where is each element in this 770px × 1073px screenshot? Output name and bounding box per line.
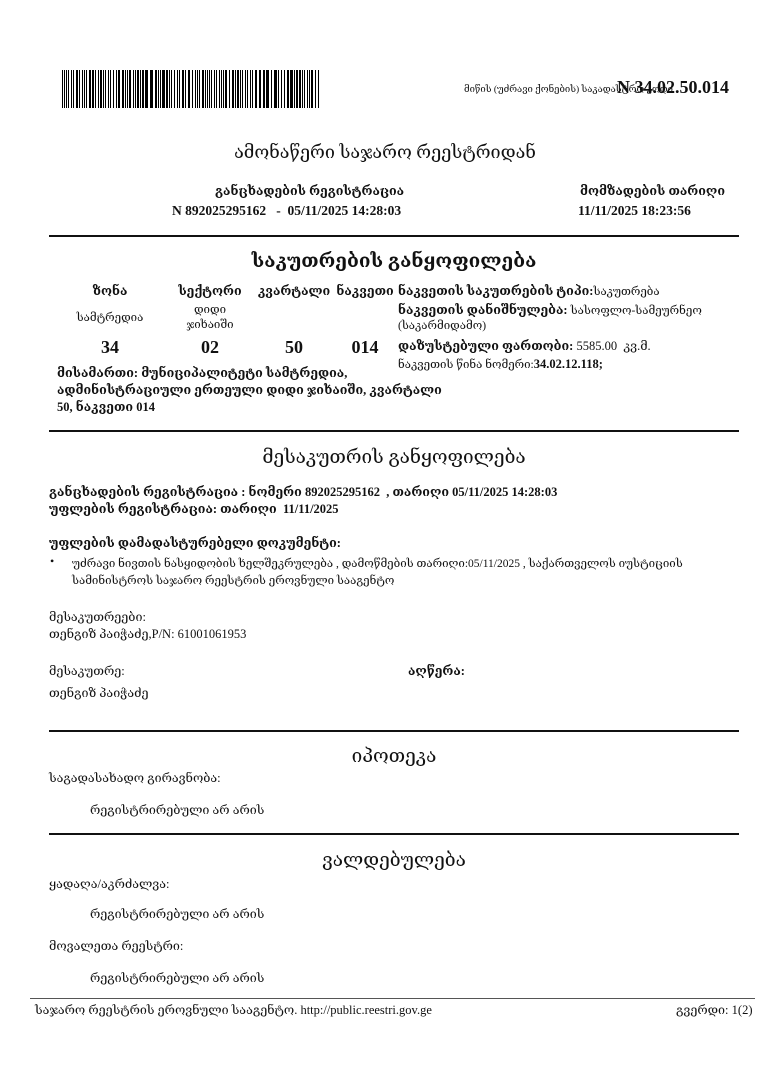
parcel-header: ნაკვეთი bbox=[336, 284, 394, 298]
address: მისამართი: მუნიციპალიტეტი სამტრედია, ადმინისტრაციული ერთეული დიდი ჯიხაიში, კვარტალი 50, ნაკვეთი 014 bbox=[57, 366, 442, 414]
debtors-registry-value: რეგისტრირებული არ არის bbox=[90, 971, 265, 985]
right-registration: უფლების რეგისტრაცია: თარიღი 11/11/2025 bbox=[49, 502, 339, 516]
barcode bbox=[62, 70, 322, 108]
tax-lien-label: საგადასახადო გირავნობა: bbox=[49, 771, 221, 785]
document-title: ამონაწერი საჯარო რეესტრიდან bbox=[234, 142, 536, 162]
zone-header: ზონა bbox=[92, 284, 128, 298]
owner-value: თენგიზ პაიჭაძე bbox=[49, 686, 149, 700]
owners-label: მესაკუთრეები: bbox=[49, 610, 146, 624]
divider bbox=[49, 833, 739, 835]
divider bbox=[49, 430, 739, 432]
application-reg-label: განცხადების რეგისტრაცია bbox=[215, 184, 405, 198]
document-line-2: სამინისტროს საჯარო რეესტრის ეროვნული სააგენტო bbox=[72, 575, 395, 587]
cadastral-code: N 34.02.50.014 bbox=[617, 77, 729, 97]
quarter-header: კვარტალი bbox=[257, 284, 331, 298]
land-purpose: ნაკვეთის დანიშნულება: სასოფლო-სამეურნეო bbox=[398, 303, 702, 317]
zone-code: 34 bbox=[101, 337, 119, 357]
bullet: • bbox=[50, 554, 55, 568]
footer-divider bbox=[30, 998, 755, 999]
sector-header: სექტორი bbox=[178, 284, 242, 298]
seizure-value: რეგისტრირებული არ არის bbox=[90, 907, 265, 921]
footer-agency: საჯარო რეესტრის ეროვნული სააგენტო. http://public.reestri.gov.ge bbox=[35, 1003, 432, 1017]
parcel-code: 014 bbox=[351, 337, 379, 357]
sector-name: დიდი ჯიხაიში bbox=[186, 304, 234, 331]
seizure-label: ყადაღა/აკრძალვა: bbox=[49, 877, 170, 891]
obligations-section-title: ვალდებულება bbox=[322, 850, 466, 871]
documents-label: უფლების დამადასტურებელი დოკუმენტი: bbox=[49, 536, 341, 550]
ownership-type: ნაკვეთის საკუთრების ტიპი:საკუთრება bbox=[398, 284, 660, 298]
land-purpose-cont: (საკარმიდამო) bbox=[398, 320, 487, 332]
owner-application-reg: განცხადების რეგისტრაცია : ნომერი 892025295162 , თარიღი 05/11/2025 14:28:03 bbox=[49, 485, 558, 499]
sector-code: 02 bbox=[201, 337, 219, 357]
divider bbox=[49, 235, 739, 237]
previous-parcel-number: ნაკვეთის წინა ნომერი:34.02.12.118; bbox=[398, 357, 603, 371]
property-section-title: საკუთრების განყოფილება bbox=[251, 251, 537, 272]
mortgage-section-title: იპოთეკა bbox=[351, 746, 437, 767]
owner-section-title: მესაკუთრის განყოფილება bbox=[262, 447, 526, 468]
cadastral-code-label: მიწის (უძრავი ქონების) საკადასტრო კოდი bbox=[464, 85, 673, 95]
specified-area: დაზუსტებული ფართობი: 5585.00 კვ.მ. bbox=[398, 339, 651, 353]
quarter-code: 50 bbox=[285, 337, 303, 357]
zone-name: სამტრედია bbox=[76, 312, 144, 324]
tax-lien-value: რეგისტრირებული არ არის bbox=[90, 803, 265, 817]
application-reg-value: N 892025295162 - 05/11/2025 14:28:03 bbox=[172, 203, 402, 218]
owners-value: თენგიზ პაიჭაძე,P/N: 61001061953 bbox=[49, 627, 247, 641]
description-label: აღწერა: bbox=[408, 664, 465, 678]
divider bbox=[49, 730, 739, 732]
owner-label: მესაკუთრე: bbox=[49, 664, 125, 678]
prepared-date-label: მომზადების თარიღი bbox=[580, 184, 725, 198]
prepared-date-value: 11/11/2025 18:23:56 bbox=[578, 203, 691, 218]
debtors-registry-label: მოვალეთა რეესტრი: bbox=[49, 939, 184, 953]
document-line-1: უძრავი ნივთის ნასყიდობის ხელშეკრულება , დამოწმების თარიღი:05/11/2025 , საქართველოს იუსტიციის bbox=[72, 558, 683, 570]
page-number: გვერდი: 1(2) bbox=[676, 1003, 753, 1017]
